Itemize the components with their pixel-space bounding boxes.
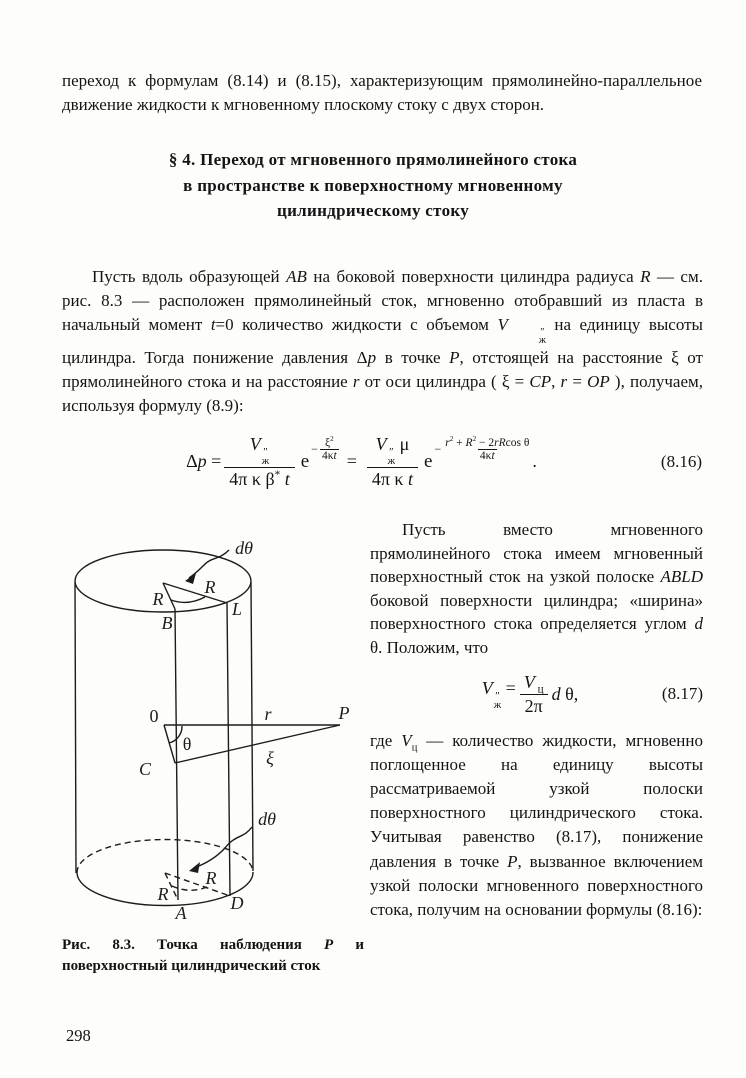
eq816-exponent-2: − $\frac{r^2 + R^2 - 2rRcos \theta}{4\kappa t}$: [434, 435, 530, 463]
section-heading-line-1: § 4. Переход от мгновенного прямолинейного стока: [168, 150, 578, 169]
top-arrowhead: [185, 573, 196, 584]
equation-8-16: [62, 434, 661, 491]
label-B: B: [161, 613, 173, 633]
label-O: 0: [149, 706, 159, 726]
label-D: D: [230, 893, 244, 913]
equation-number-8-17: (8.17): [661, 684, 703, 704]
eq816-lhs: Δp =: [186, 451, 222, 472]
eq817-fraction: $\frac{V _ц}{2\pi}$: [519, 672, 549, 717]
eq816-equals: =: [346, 451, 357, 472]
eq817-lhs: V ″ ж =: [481, 677, 516, 712]
section-heading-line-3: цилиндрическому стоку: [276, 201, 470, 220]
eq816-e1: e: [300, 450, 310, 472]
eq817-rhs: d θ,: [551, 683, 579, 704]
intro-paragraph: переход к формулам (8.14) и (8.15), характеризующим прямолинейно-параллельное движение жидкости к мгновенному плоскому стоку с двух сторон.: [62, 71, 702, 114]
eq816-exponent-1: − $\frac{\xi^2}{4\kappa t}$: [311, 435, 337, 463]
formula-8-17: [370, 672, 703, 717]
section-heading: [73, 147, 673, 224]
label-dtheta-bottom: dθ: [258, 809, 276, 829]
label-dtheta-top: dθ: [235, 538, 253, 558]
label-L: L: [231, 599, 243, 619]
figure-caption: Рис. 8.3. Точка наблюдения P и поверхностный цилиндрический сток: [62, 937, 364, 974]
right-column-paragraph-a: Пусть вместо мгновенного прямолинейного стока имеем мгновенный поверхностный сток на узкой полоске ABLD боковой поверхности цилиндра; «ширина» поверхностного стока определяется углом d θ. Положим, что: [370, 520, 703, 657]
two-column-block: [55, 516, 703, 992]
equation-8-17: [370, 672, 662, 717]
label-theta: θ: [182, 734, 192, 754]
label-A: A: [175, 903, 187, 923]
label-R-bottom-right: R: [205, 868, 217, 888]
label-R-bottom-left: R: [157, 884, 169, 904]
eq816-e2: e: [424, 450, 433, 472]
figure-8-3-cylinder-diagram: [55, 516, 365, 930]
label-r: r: [264, 704, 272, 724]
body-paragraph: Пусть вдоль образующей AB на боковой поверхности цилиндра радиуса R — см. рис. 8.3 — расположен прямолинейный сток, мгновенно отобравший из пласта в начальный момент t=0 количество жидкости с объемом V ″ ж на единицу высоты цилиндра. Тогда понижение давления Δp в точке P, отстоящей на расстояние ξ от прямолинейного стока и на расстояние r от оси цилиндра ( ξ = CP, r = OP ), получаем, используя формулу (8.9):: [62, 267, 704, 415]
formula-8-16: [62, 426, 702, 498]
equation-number-8-16: (8.16): [660, 452, 702, 471]
eq816-fraction-2: V ″ ж μ 4π κ t: [367, 434, 418, 491]
figure-column: [55, 516, 367, 992]
label-P: P: [338, 703, 350, 723]
eq816-period: .: [532, 451, 537, 472]
page-number: 298: [66, 1026, 91, 1045]
right-text-column: [370, 516, 703, 992]
bottom-arrowhead: [189, 862, 200, 873]
top-wedge: [163, 550, 229, 609]
eq816-fraction-1: V ″ ж 4π κ β* t: [224, 434, 294, 491]
label-R-top-left: R: [152, 589, 164, 609]
label-xi: ξ: [266, 748, 274, 768]
section-heading-line-2: в пространстве к поверхностному мгновенному: [183, 175, 563, 195]
right-column-paragraph-b: где $V_ц$ — количество жидкости, мгновенно поглощенное на единицу высоты рассматриваемой узкой полоски поверхностного цилиндрического стока. Учитывая равенство (8.17), понижение давления в точке P, вызванное включением узкой полоски мгновенного поверхностного стока, получим на основании формулы (8.16):: [370, 730, 703, 919]
label-R-top-right: R: [204, 577, 216, 597]
label-C: C: [138, 759, 152, 779]
